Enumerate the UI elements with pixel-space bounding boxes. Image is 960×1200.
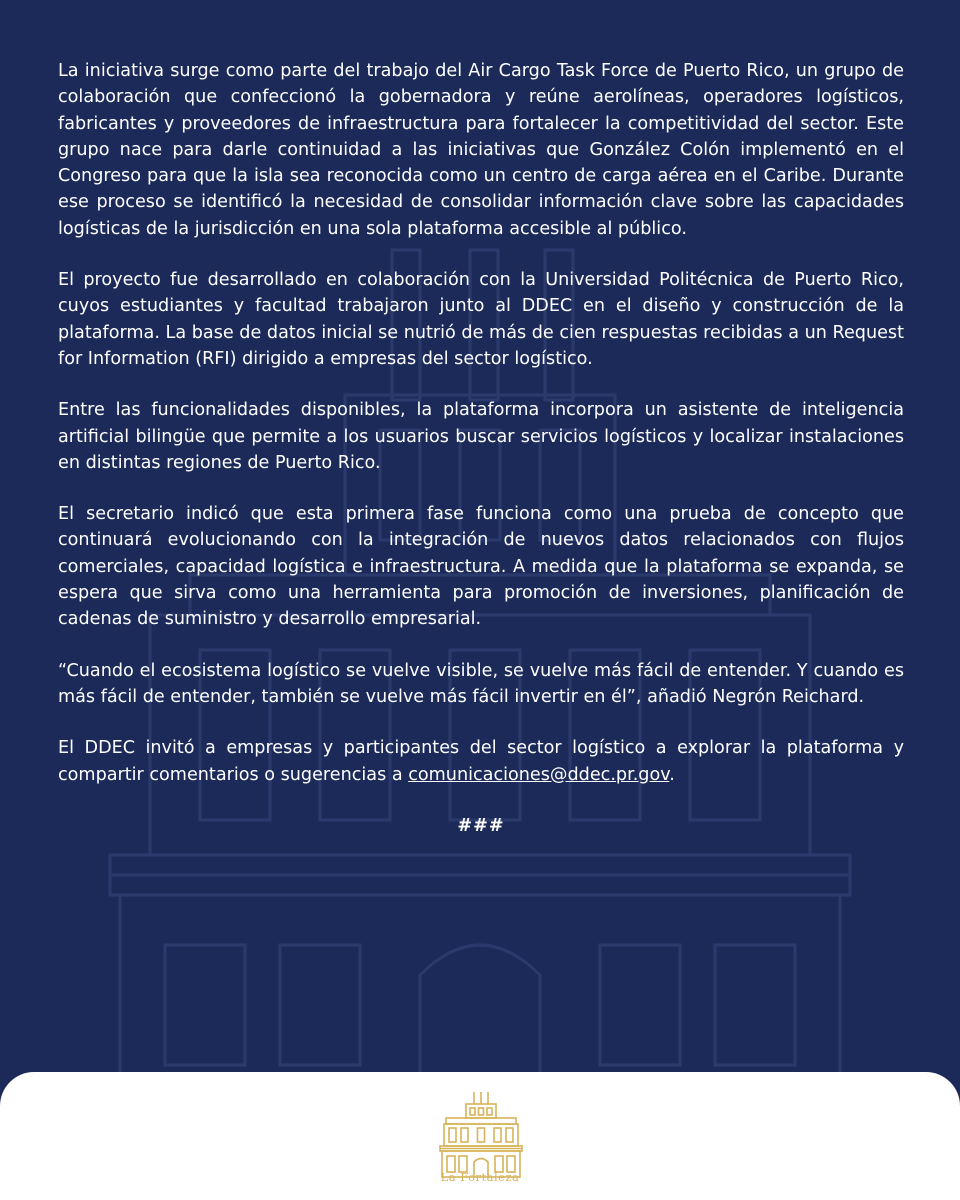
- la-fortaleza-building-icon: [436, 1090, 526, 1182]
- paragraph-4: El secretario indicó que esta primera fase funciona como una prueba de concepto que continuará evolucionando con la integración de nuevos datos relacionados con flujos comerciales, capacidad logística e infraestructura. A medida que la plataforma se expanda, se espera que sirva como una herramienta para promoción de inversiones, planificación de cadenas de suministro y desarrollo empresarial.: [58, 504, 904, 630]
- end-mark: ###: [457, 815, 505, 836]
- email-link[interactable]: comunicaciones@ddec.pr.gov: [408, 764, 670, 785]
- paragraph-1: La iniciativa surge como parte del trabajo del Air Cargo Task Force de Puerto Rico, un grupo de colaboración que confeccionó la gobernadora y reúne aerolíneas, operadores logísticos, fabricantes y proveedores de infraestructura para fortalecer la competitividad del sector. Este grupo nace para darle continuidad a las iniciativas que González Colón implementó en el Congreso para que la isla sea reconocida como un centro de carga aérea en el Caribe. Durante ese proceso se identificó la necesidad de consolidar información clave sobre las capacidades logísticas de la jurisdicción en una sola plataforma accesible al público.: [58, 61, 904, 239]
- paragraph-6-closing: [58, 735, 904, 788]
- logo-wordmark: La Fortaleza: [440, 1170, 520, 1184]
- paragraph-5-quote: “Cuando el ecosistema logístico se vuelve visible, se vuelve más fácil de entender. Y cuando es más fácil de entender, también se vuelve más fácil invertir en él”, añadió Negrón Reichard.: [58, 660, 904, 707]
- paragraph-3: Entre las funcionalidades disponibles, la plataforma incorpora un asistente de inteligencia artificial bilingüe que permite a los usuarios buscar servicios logísticos y localizar instalaciones en distintas regiones de Puerto Rico.: [58, 400, 904, 473]
- closing-period: .: [669, 764, 675, 785]
- paragraph-2: El proyecto fue desarrollado en colaboración con la Universidad Politécnica de Puerto Rico, cuyos estudiantes y facultad trabajaron junto al DDEC en el diseño y construcción de la plataforma. La base de datos inicial se nutrió de más de cien respuestas recibidas a un Request for Information (RFI) dirigido a empresas del sector logístico.: [58, 270, 904, 369]
- closing-text: El DDEC invitó a empresas y participantes del sector logístico a explorar la plataforma y compartir comentarios o sugerencias a: [58, 738, 904, 785]
- article-body: [58, 58, 904, 864]
